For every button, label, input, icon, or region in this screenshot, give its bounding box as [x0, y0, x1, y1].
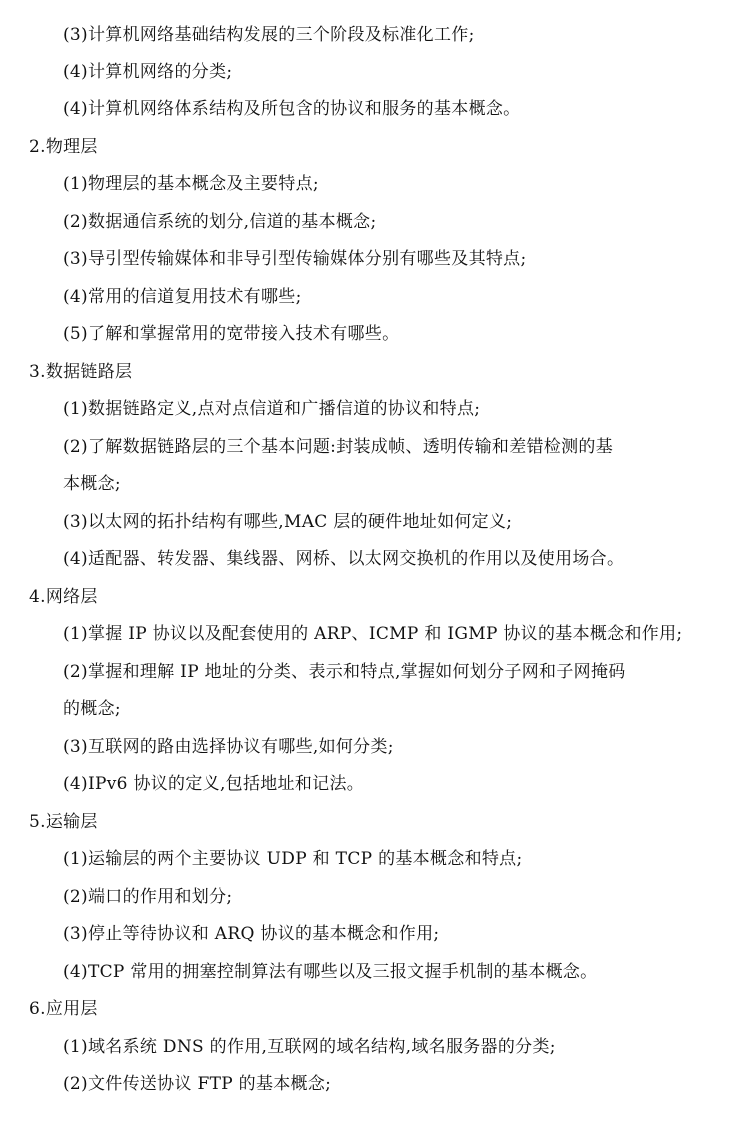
list-item: (1)数据链路定义,点对点信道和广播信道的协议和特点; — [63, 399, 481, 419]
list-item: (3)导引型传输媒体和非导引型传输媒体分别有哪些及其特点; — [63, 249, 527, 269]
list-item: (3)以太网的拓扑结构有哪些,MAC 层的硬件地址如何定义; — [63, 512, 513, 532]
section-heading: 5.运输层 — [29, 812, 98, 832]
list-item: (4)IPv6 协议的定义,包括地址和记法。 — [63, 774, 365, 794]
list-item: (2)文件传送协议 FTP 的基本概念; — [63, 1074, 332, 1094]
section-heading: 4.网络层 — [29, 587, 98, 607]
list-item: (5)了解和掌握常用的宽带接入技术有哪些。 — [63, 324, 400, 344]
list-item: (2)数据通信系统的划分,信道的基本概念; — [63, 212, 377, 232]
list-item: (3)计算机网络基础结构发展的三个阶段及标准化工作; — [63, 25, 475, 45]
section-heading: 3.数据链路层 — [29, 362, 133, 382]
list-item: (4)常用的信道复用技术有哪些; — [63, 287, 302, 307]
list-item: (4)计算机网络的分类; — [63, 62, 233, 82]
list-item: (1)域名系统 DNS 的作用,互联网的域名结构,域名服务器的分类; — [63, 1037, 556, 1057]
list-item: (4)计算机网络体系结构及所包含的协议和服务的基本概念。 — [63, 99, 521, 119]
list-item: (2)掌握和理解 IP 地址的分类、表示和特点,掌握如何划分子网和子网掩码 — [63, 662, 626, 682]
list-item: (1)掌握 IP 协议以及配套使用的 ARP、ICMP 和 IGMP 协议的基本概念和作用; — [63, 624, 683, 644]
list-item-continuation: 本概念; — [63, 474, 121, 494]
section-heading: 2.物理层 — [29, 137, 98, 157]
list-item: (3)停止等待协议和 ARQ 协议的基本概念和作用; — [63, 924, 440, 944]
list-item: (4)适配器、转发器、集线器、网桥、以太网交换机的作用以及使用场合。 — [63, 549, 625, 569]
list-item: (3)互联网的路由选择协议有哪些,如何分类; — [63, 737, 394, 757]
list-item: (2)了解数据链路层的三个基本问题:封装成帧、透明传输和差错检测的基 — [63, 437, 614, 457]
list-item: (2)端口的作用和划分; — [63, 887, 233, 907]
list-item: (1)物理层的基本概念及主要特点; — [63, 174, 319, 194]
list-item-continuation: 的概念; — [63, 699, 121, 719]
section-heading: 6.应用层 — [29, 999, 98, 1019]
list-item: (1)运输层的两个主要协议 UDP 和 TCP 的基本概念和特点; — [63, 849, 523, 869]
list-item: (4)TCP 常用的拥塞控制算法有哪些以及三报文握手机制的基本概念。 — [63, 962, 598, 982]
